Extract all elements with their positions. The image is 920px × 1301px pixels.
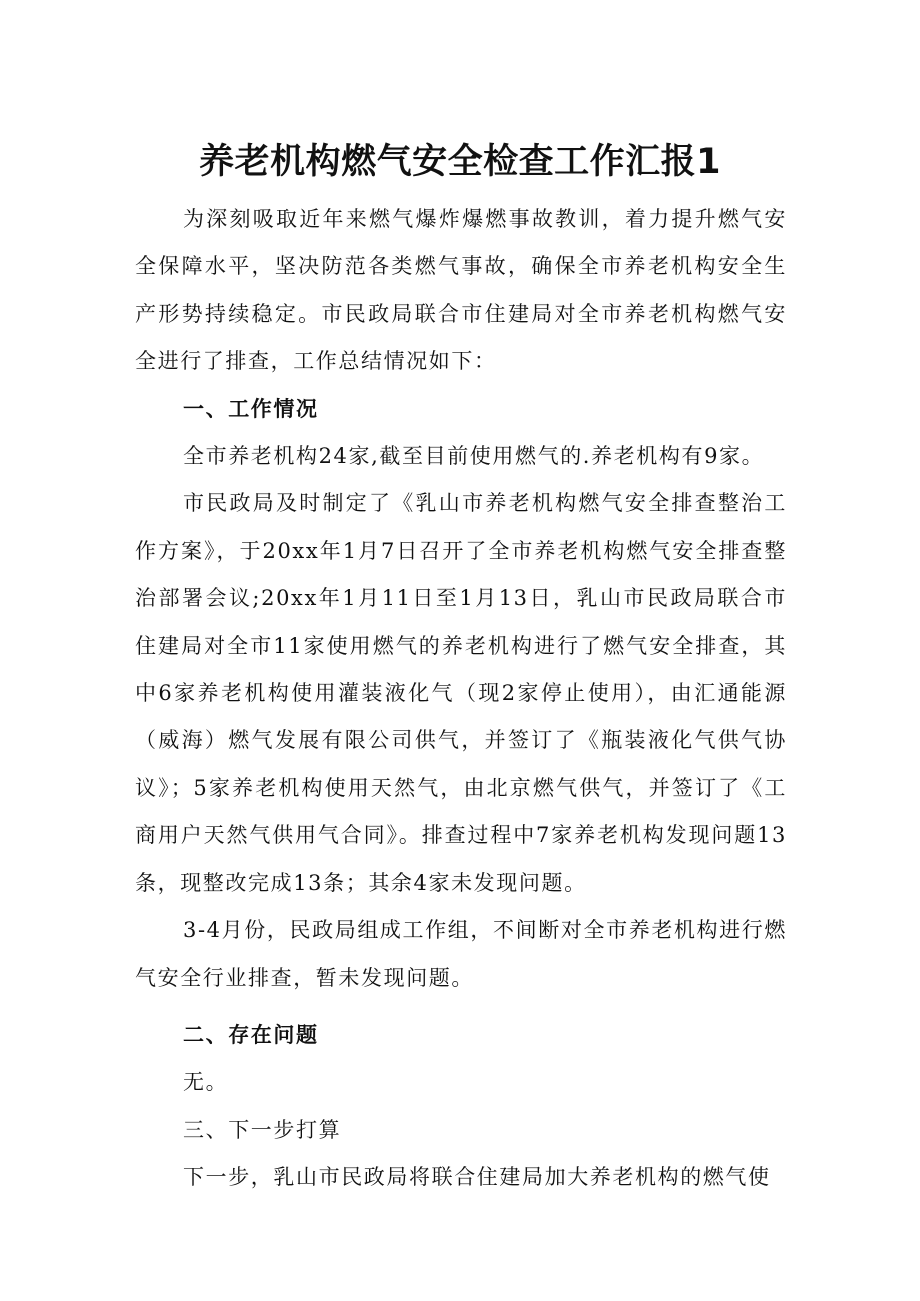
paragraph-next-steps: 下一步，乳山市民政局将联合住建局加大养老机构的燃气使 — [183, 1165, 771, 1190]
paragraph-ongoing-inspection: 3-4月份，民政局组成工作组，不间断对全市养老机构进行燃气安全行业排查，暂未发现问题。 — [135, 918, 787, 990]
section-heading-problems: 二、存在问题 — [183, 1022, 319, 1047]
paragraph-institution-count: 全市养老机构24家,截至目前使用燃气的.养老机构有9家。 — [183, 444, 765, 469]
paragraph-inspection-details: 市民政局及时制定了《乳山市养老机构燃气安全排查整治工作方案》，于20xx年1月7日召开了全市养老机构燃气安全排查整治部署会议;20xx年1月11日至1月13日，乳山市民政局联合市住建局对全市11家使用燃气的养老机构进行了燃气安全排查，其中6家养老机构使用灌装液化气（现2家停止使用），由汇通能源（威海）燃气发展有限公司供气，并签订了《瓶装液化气供气协议》；5家养老机构使用天然气，由北京燃气供气，并签订了《工商用户天然气供用气合同》。排查过程中7家养老机构发现问题13条，现整改完成13条；其余4家未发现问题。 — [135, 491, 787, 895]
section-heading-work-status: 一、工作情况 — [183, 396, 319, 421]
intro-paragraph: 为深刻吸取近年来燃气爆炸爆燃事故教训，着力提升燃气安全保障水平，坚决防范各类燃气事故，确保全市养老机构安全生产形势持续稳定。市民政局联合市住建局对全市养老机构燃气安全进行了排查，工作总结情况如下： — [135, 207, 787, 374]
document-body — [135, 196, 787, 1202]
section-heading-next-steps: 三、下一步打算 — [183, 1117, 342, 1142]
paragraph-no-problems: 无。 — [183, 1070, 229, 1095]
document-title: 养老机构燃气安全检查工作汇报1 — [199, 142, 721, 182]
